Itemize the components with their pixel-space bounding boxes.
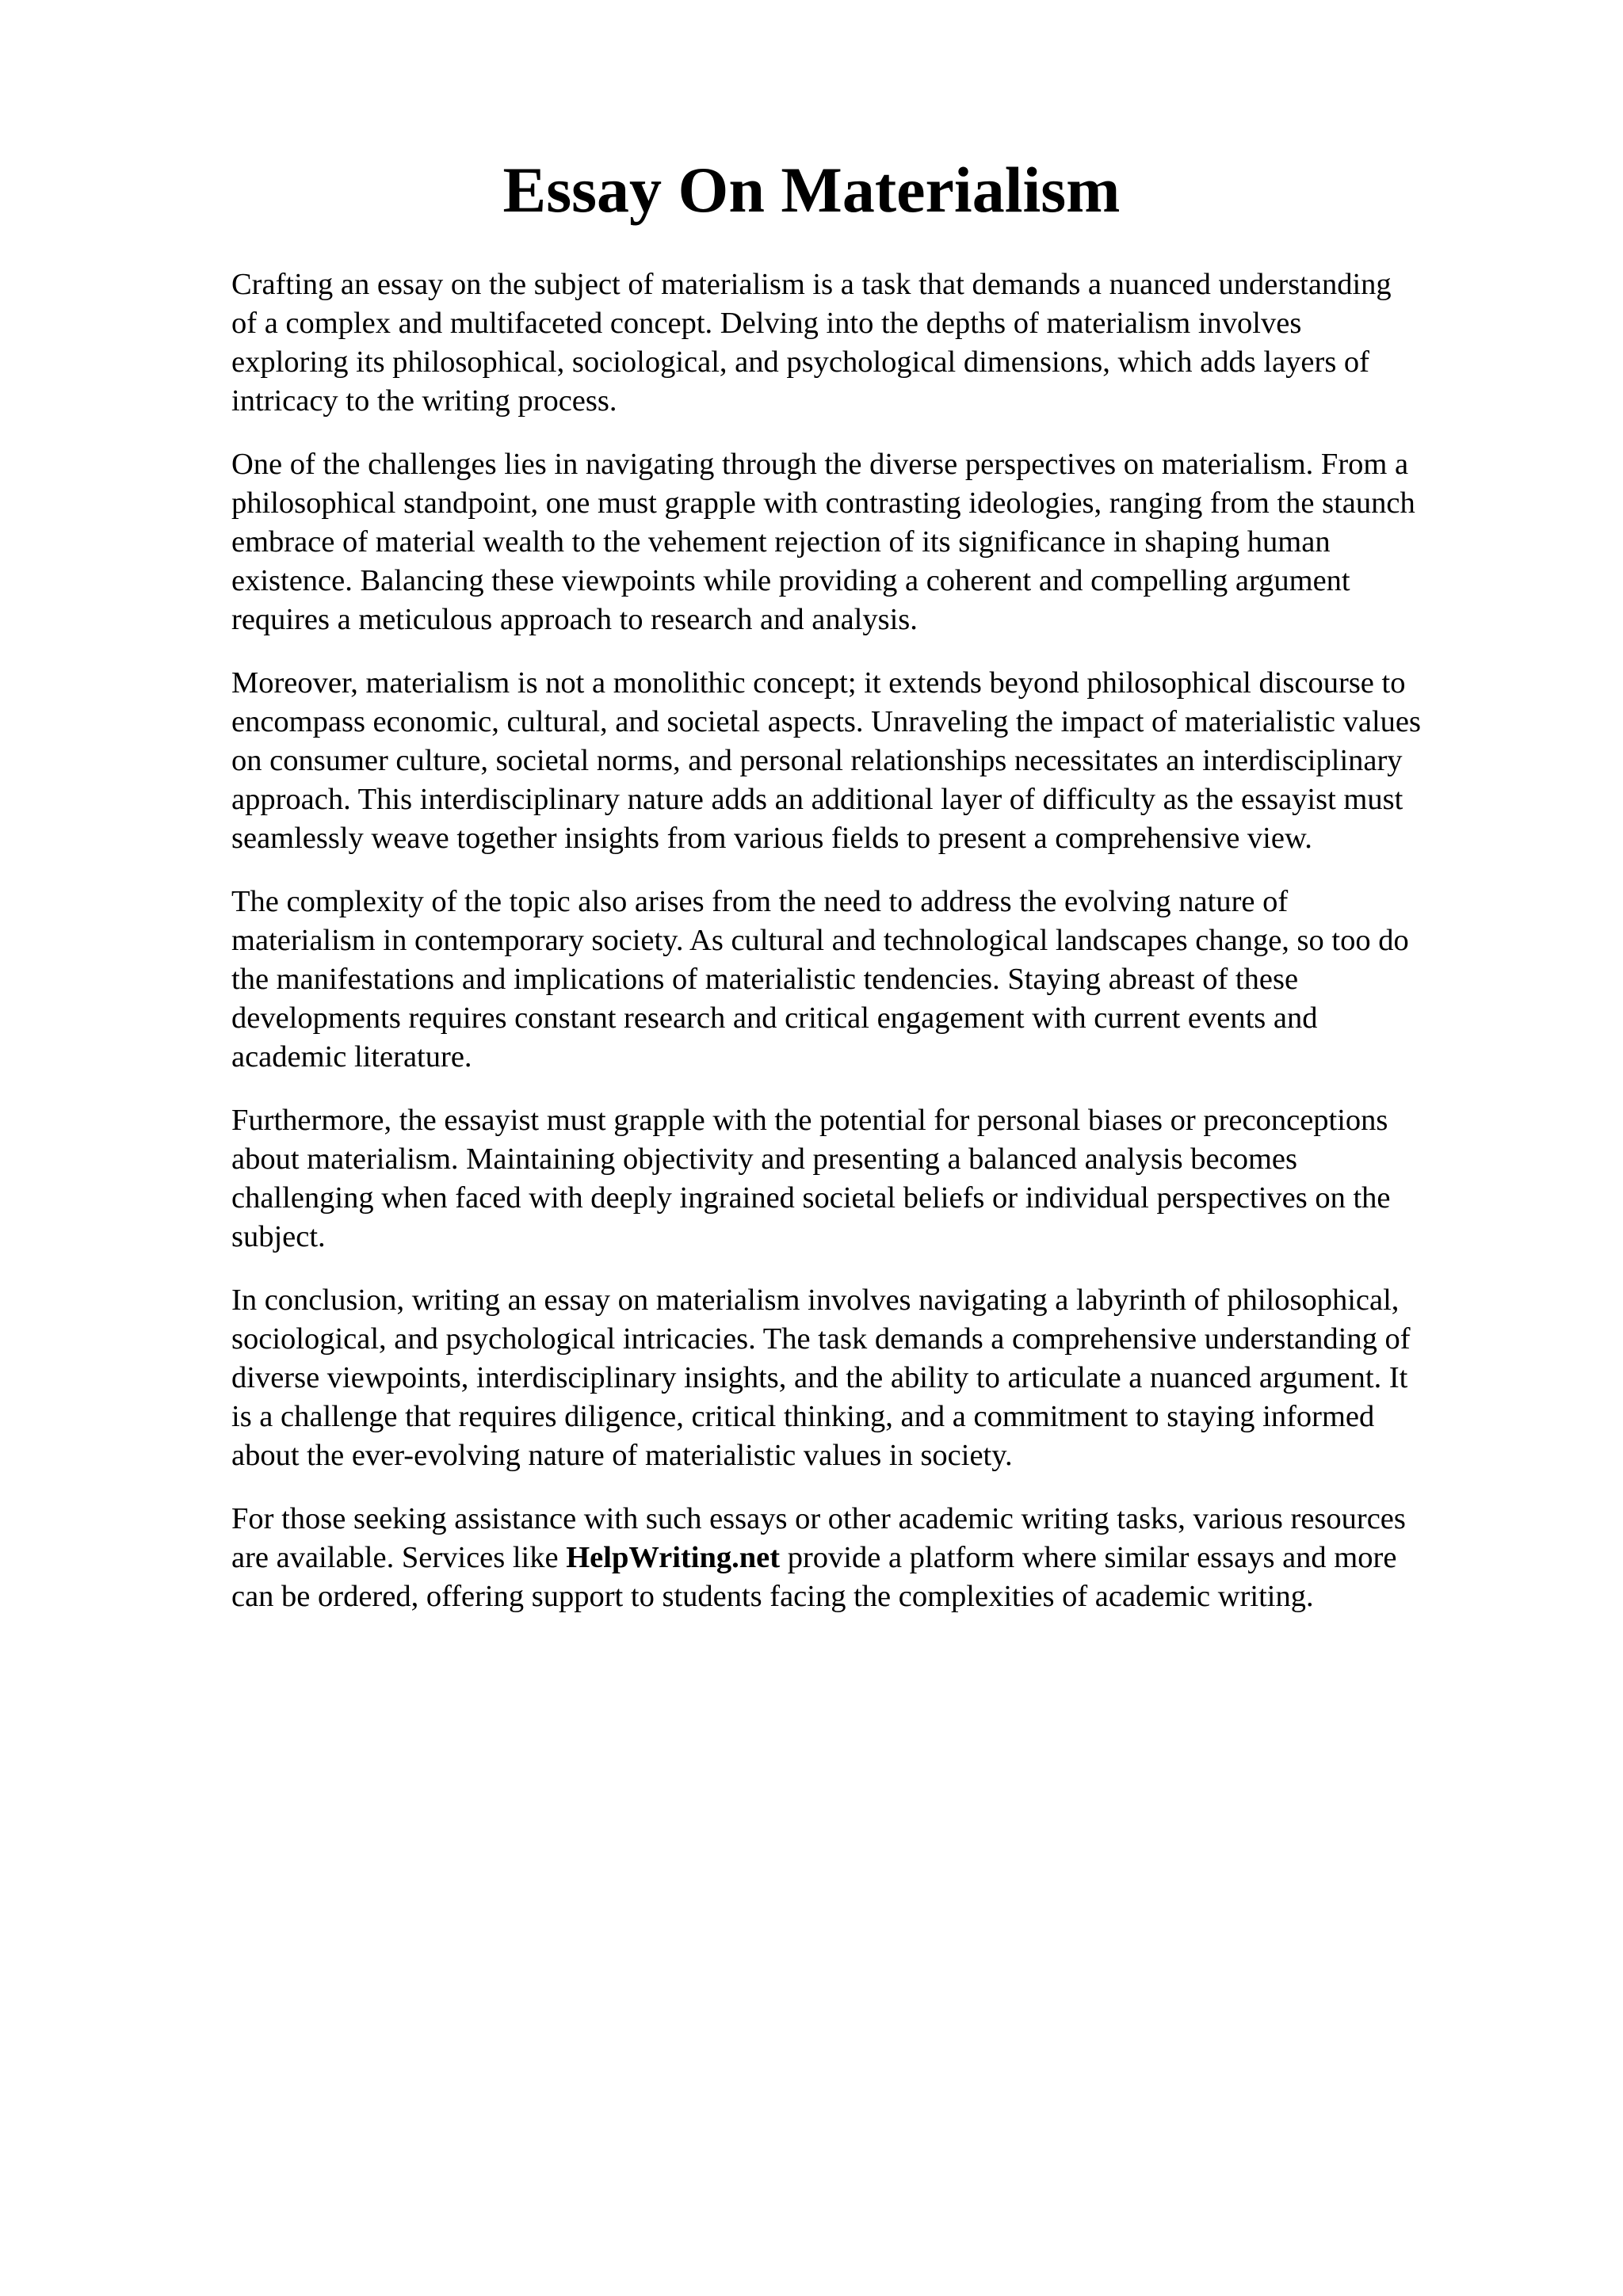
paragraph-line: seamlessly weave together insights from various fields to present a comprehensive view.: [231, 822, 1312, 855]
closing-paragraph: [231, 1500, 1531, 1616]
paragraph-line: subject.: [231, 1220, 326, 1253]
paragraph-line: is a challenge that requires diligence, critical thinking, and a commitment to staying informed: [231, 1400, 1375, 1433]
paragraph-line: One of the challenges lies in navigating through the diverse perspectives on materialism. From a: [231, 448, 1409, 481]
paragraph-line: materialism in contemporary society. As cultural and technological landscapes change, so too do: [231, 924, 1409, 957]
paragraph-line: embrace of material wealth to the vehement rejection of its significance in shaping human: [231, 525, 1331, 559]
paragraph-line: In conclusion, writing an essay on materialism involves navigating a labyrinth of philosophical,: [231, 1283, 1400, 1317]
paragraph-line: approach. This interdisciplinary nature adds an additional layer of difficulty as the essayist must: [231, 783, 1403, 816]
closing-text-after-brand: provide a platform where similar essays and more: [780, 1541, 1397, 1574]
paragraph-line: developments requires constant research and critical engagement with current events and: [231, 1001, 1318, 1035]
paragraph-line: challenging when faced with deeply ingrained societal beliefs or individual perspectives on the: [231, 1181, 1391, 1215]
paragraph-line: existence. Balancing these viewpoints while providing a coherent and compelling argument: [231, 564, 1350, 597]
paragraph-line: diverse viewpoints, interdisciplinary insights, and the ability to articulate a nuanced argument. It: [231, 1361, 1408, 1394]
paragraph-line: For those seeking assistance with such essays or other academic writing tasks, various resources: [231, 1502, 1406, 1535]
paragraph-line: intricacy to the writing process.: [231, 384, 617, 418]
paragraph-3: [231, 664, 1531, 858]
paragraph-line: sociological, and psychological intricacies. The task demands a comprehensive understanding of: [231, 1322, 1411, 1356]
paragraph-line: [231, 1539, 1531, 1577]
brand-link-helpwriting[interactable]: HelpWriting.net: [566, 1541, 781, 1574]
paragraph-5: [231, 1101, 1531, 1257]
paragraph-line: Moreover, materialism is not a monolithic concept; it extends beyond philosophical discourse to: [231, 666, 1406, 700]
paragraph-line: about materialism. Maintaining objectivity and presenting a balanced analysis becomes: [231, 1142, 1297, 1176]
paragraph-line: the manifestations and implications of materialistic tendencies. Staying abreast of these: [231, 963, 1299, 996]
paragraph-line: requires a meticulous approach to research and analysis.: [231, 603, 918, 636]
paragraph-line: of a complex and multifaceted concept. Delving into the depths of materialism involves: [231, 307, 1302, 340]
page-title: Essay On Materialism: [502, 154, 1121, 226]
paragraph-2: [231, 445, 1531, 639]
paragraph-line: The complexity of the topic also arises from the need to address the evolving nature of: [231, 885, 1289, 918]
paragraph-line: philosophical standpoint, one must grapple with contrasting ideologies, ranging from the staunch: [231, 486, 1415, 520]
paragraph-1: [231, 265, 1531, 421]
paragraph-line: exploring its philosophical, sociological, and psychological dimensions, which adds layers of: [231, 345, 1370, 379]
paragraph-line: can be ordered, offering support to students facing the complexities of academic writing.: [231, 1580, 1314, 1613]
paragraph-line: about the ever-evolving nature of materialistic values in society.: [231, 1439, 1013, 1472]
paragraph-line: encompass economic, cultural, and societal aspects. Unraveling the impact of materialistic values: [231, 705, 1421, 738]
essay-body: [231, 265, 1531, 1641]
paragraph-4: [231, 883, 1531, 1077]
paragraph-line: Furthermore, the essayist must grapple with the potential for personal biases or preconceptions: [231, 1104, 1388, 1137]
paragraph-line: Crafting an essay on the subject of materialism is a task that demands a nuanced understanding: [231, 268, 1392, 301]
paragraph-line: academic literature.: [231, 1040, 472, 1074]
paragraph-6: [231, 1281, 1531, 1475]
closing-text-before-brand: are available. Services like: [231, 1541, 567, 1574]
paragraph-line: on consumer culture, societal norms, and personal relationships necessitates an interdisciplinary: [231, 744, 1403, 777]
